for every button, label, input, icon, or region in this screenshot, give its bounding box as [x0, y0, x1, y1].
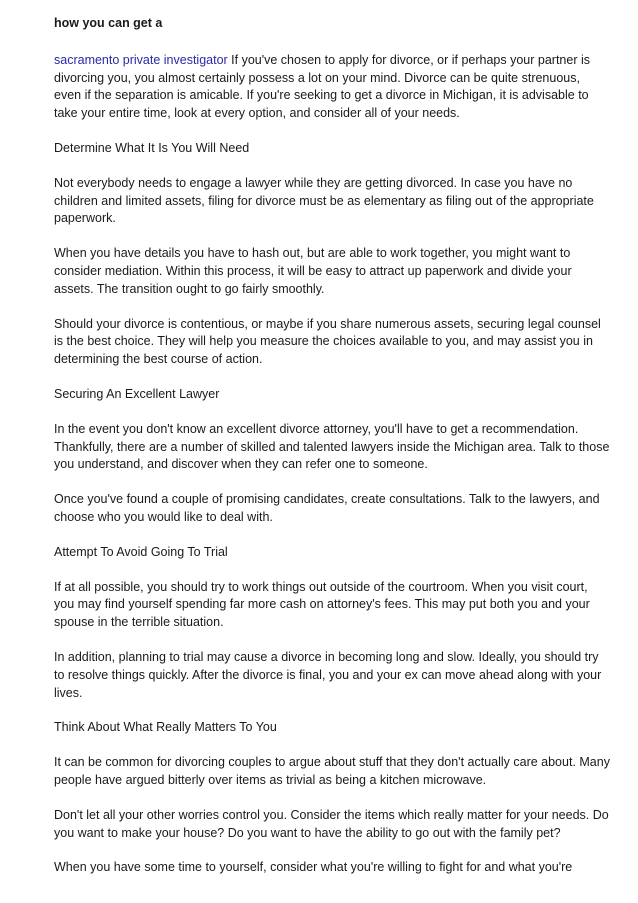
section-heading: Determine What It Is You Will Need: [54, 140, 250, 155]
paragraph: In addition, planning to trial may cause a divorce in becoming long and slow. Ideally, you should try to resolve things quickly. After the divorce is final, you and your ex can move ahead along with your lives.: [54, 649, 602, 700]
paragraph: In the event you don't know an excellent divorce attorney, you'll have to get a recommendation. Thankfully, there are a number of skilled and talented lawyers inside the Michigan area. Talk to those you understand, and discover when they can refer one to someone.: [54, 421, 610, 472]
paragraph: When you have some time to yourself, consider what you're willing to fight for and what you're: [54, 860, 573, 875]
paragraph: Don't let all your other worries control you. Consider the items which really matter for your needs. Do you want to make your house? Do you want to have the ability to go out with the family pet?: [54, 807, 609, 840]
section-heading: Securing An Excellent Lawyer: [54, 386, 220, 401]
paragraph: Once you've found a couple of promising candidates, create consultations. Talk to the lawyers, and choose who you would like to deal with.: [54, 492, 600, 524]
investigator-link[interactable]: sacramento private investigator: [54, 52, 228, 67]
intro-text: If you've chosen to apply for divorce, or if perhaps your partner is divorcing you, you almost certainly possess a lot on your mind. Divorce can be quite strenuous, even if the separation is amicable. If you're seeking to get a divorce in Michigan, it is advisable to take your entire time, look at every option, and consider all of your needs.: [54, 52, 590, 121]
document-page: [54, 15, 610, 894]
section-heading: Think About What Really Matters To You: [54, 720, 277, 735]
paragraph: Should your divorce is contentious, or maybe if you share numerous assets, securing legal counsel is the best choice. They will help you measure the choices available to you, and may assist you in determining the best course of action.: [54, 316, 601, 367]
paragraph: When you have details you have to hash out, but are able to work together, you might want to consider mediation. Within this process, it will be easy to attract up paperwork and divide your assets. The transition ought to go fairly smoothly.: [54, 246, 572, 296]
section-heading: Attempt To Avoid Going To Trial: [54, 544, 228, 559]
paragraph: It can be common for divorcing couples to argue about stuff that they don't actually care about. Many people have argued bitterly over items as trivial as being a kitchen microwave.: [54, 755, 610, 787]
paragraph: If at all possible, you should try to work things out outside of the courtroom. When you visit court, you may find yourself spending far more cash on attorney's fees. This may put both you and your spouse in the terrible situation.: [54, 579, 590, 630]
intro-paragraph: [54, 52, 610, 123]
paragraph: Not everybody needs to engage a lawyer while they are getting divorced. In case you have no children and limited assets, filing for divorce must be as elementary as filing out of the appropriate paperwork.: [54, 175, 594, 226]
document-title: how you can get a: [54, 16, 163, 30]
